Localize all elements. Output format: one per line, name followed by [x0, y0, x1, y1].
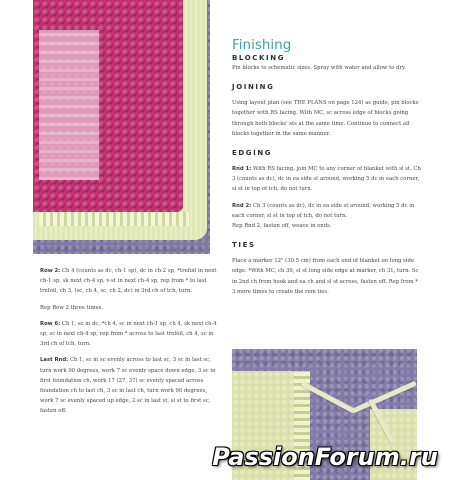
row6 [40, 319, 218, 350]
crochet-block-photo [33, 0, 210, 254]
rnd1-text: With RS facing, join MC to any corner of blanket with sl st. Ch 3 (counts as dc), dc in ea side st around, working 5 dc in each corner, sl st in top of tch, do not turn. [232, 166, 421, 193]
edging-rep: Rep Rnd 2, fasten off, weave in ends. [232, 223, 332, 230]
finishing-section [232, 36, 422, 297]
edging-heading: EDGING [232, 149, 273, 158]
ties-heading: TIES [232, 241, 256, 250]
pattern-rows [40, 266, 218, 417]
blocking-heading: BLOCKING [232, 54, 286, 62]
section-title: Finishing [232, 37, 292, 53]
rnd1-label: Rnd 1: [232, 166, 252, 173]
last-rnd-label: Last Rnd: [40, 357, 69, 364]
joining-text: Using layout plan (see THE PLANS on page 124) as guide, pin blocks together with RS facing. With MC, sc across edge of blocks going through both blocks' sts at the same time. Continue to connect all blocks together in the same manner. [232, 100, 419, 137]
row2-text: Ch 4 (counts as dc, ch-1 sp), dc in ch-2 sp, *trefoil in next ch-1 sp, sk next ch-4 sp, v-st in next ch-4 sp, rep from * to last trefoil, ch 3, (sc, ch 4, sc, ch 2, dc) in 3rd ch of tch, turn. [40, 268, 217, 295]
watermark: PassionForum.ru [212, 443, 438, 471]
row6-text: Ch 1, sc in dc, *ch 4, sc in next ch-1 sp, ch 4, sk next ch-4 sp, sc in next ch-4 sp, rep from * across to last trefoil, ch 4, sc in 3rd ch of tch, turn. [40, 320, 217, 348]
rep-row2: Rep Row 2 three times. [40, 304, 104, 311]
joining-heading: JOINING [232, 83, 275, 92]
last-rnd [40, 355, 218, 416]
edging-rnd1 [232, 164, 422, 195]
ties-text: Place a marker 12" (30.5 cm) from each end of blanket on long side edge. *With MC, ch 30, sl st long side edge at marker, ch 31, turn. Sc in 2nd ch from hook and ea ch and sl st across, fasten off. Rep from * 3 more times to create the rem ties. [232, 258, 419, 295]
pink-block-texture [39, 30, 99, 180]
row6-label: Row 6: [40, 320, 61, 327]
rnd2-label: Rnd 2: [232, 202, 252, 209]
green-edge-stitches [39, 212, 189, 226]
blocking-text: Pin blocks to schematic sizes. Spray with water and allow to dry. [232, 65, 407, 71]
row2 [40, 266, 218, 297]
last-rnd-text: Ch 1, sc in sc evenly across to last sc, 3 sc in last sc, turn work 90 degrees, work 7 sc evenly space down edge, 3 sc in first foundation ch, work 17 (27, 37) sc evenly spaced across foundation ch to last ch, 3 sc in last ch, turn work 90 degrees, work 7 sc evenly spaced up edge, 2 sc in last st, sl st to first sc, fasten off. [40, 357, 216, 415]
row2-label: Row 2: [40, 268, 61, 274]
rnd2-text: Ch 3 (counts as dc), dc in ea side st around, working 5 dc in each corner, sl st in top of tch, do not turn. [232, 202, 415, 219]
edging-rnd2 [232, 201, 422, 221]
